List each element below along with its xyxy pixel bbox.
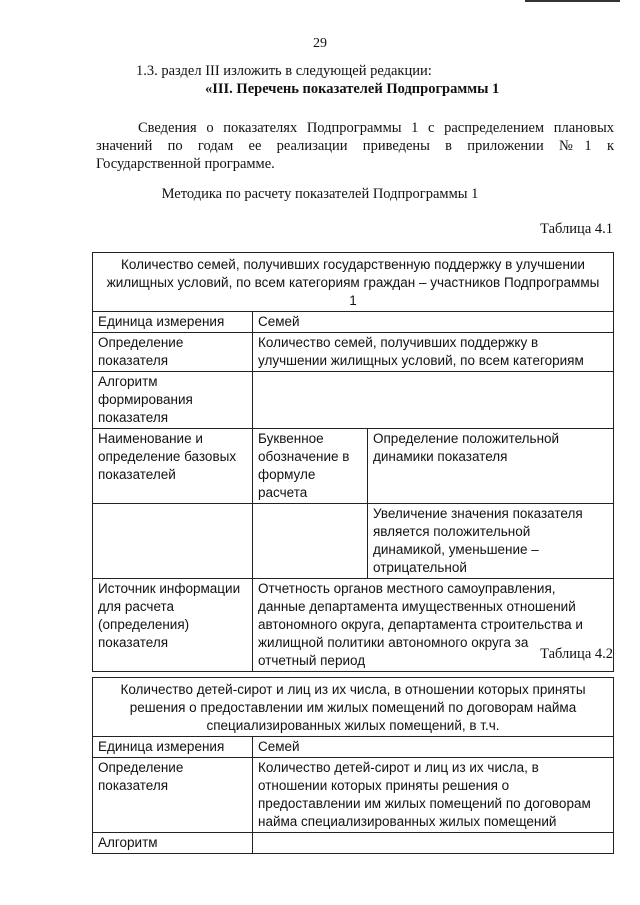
info-paragraph xyxy=(96,119,614,173)
indicator-table-4-2 xyxy=(92,677,614,854)
letter-designation-value xyxy=(253,504,368,579)
table-row xyxy=(93,758,614,833)
indicator-table-4-1 xyxy=(92,252,614,672)
table-row xyxy=(93,429,614,504)
table-row xyxy=(93,504,614,579)
page-number: 29 xyxy=(313,36,327,51)
table-caption-4-1: Таблица 4.1 xyxy=(540,221,613,237)
source-value: Отчетность органов местного самоуправления, данные департамента имущественных отношений автономного округа, департамента строительства и жилищной политики автономного округа за отчетный период xyxy=(253,579,614,672)
definition-label: Определение показателя xyxy=(93,758,253,833)
base-indicators-label: Наименование и определение базовых показателей xyxy=(93,429,253,504)
algorithm-value xyxy=(253,372,614,429)
table-header: Количество детей-сирот и лиц из их числа, в отношении которых приняты решения о предоставлении им жилых помещений по договорам найма специализированных жилых помещений, в т.ч. xyxy=(93,678,614,737)
unit-value: Семей xyxy=(253,737,614,758)
table-caption-4-2: Таблица 4.2 xyxy=(540,646,613,662)
table-row xyxy=(93,372,614,429)
paragraph-line: Государственной программе. xyxy=(96,156,275,172)
definition-value: Количество семей, получивших поддержку в улучшении жилищных условий, по всем категориям xyxy=(253,333,614,372)
scan-edge-mark xyxy=(525,0,620,2)
paragraph-line: значений по годам ее реализации приведены в приложении №1 к xyxy=(96,138,614,154)
definition-label: Определение показателя xyxy=(93,333,253,372)
unit-label: Единица измерения xyxy=(93,312,253,333)
positive-dynamics-value: Увеличение значения показателя является положительной динамикой, уменьшение – отрицательной xyxy=(368,504,614,579)
table-header: Количество семей, получивших государственную поддержку в улучшении жилищных условий, по всем категориям граждан – участников Подпрограммы 1 xyxy=(93,253,614,312)
table-row xyxy=(93,253,614,312)
table-row xyxy=(93,833,614,854)
table-row xyxy=(93,312,614,333)
algorithm-label: Алгоритм формирования показателя xyxy=(93,372,253,429)
intro-line: 1.3. раздел III изложить в следующей редакции: xyxy=(136,63,432,79)
table-row xyxy=(93,678,614,737)
section-heading: «III. Перечень показателей Подпрограммы 1 xyxy=(205,81,500,97)
paragraph-line: Сведения о показателях Подпрограммы 1 с распределением плановых xyxy=(138,120,614,136)
table-row xyxy=(93,579,614,672)
base-indicators-value xyxy=(93,504,253,579)
unit-label: Единица измерения xyxy=(93,737,253,758)
methodology-title: Методика по расчету показателей Подпрограммы 1 xyxy=(161,186,479,202)
table-row xyxy=(93,737,614,758)
table-row xyxy=(93,333,614,372)
source-label: Источник информации для расчета (определения) показателя xyxy=(93,579,253,672)
letter-designation-label: Буквенное обозначение в формуле расчета xyxy=(253,429,368,504)
algorithm-label: Алгоритм xyxy=(93,833,253,854)
unit-value: Семей xyxy=(253,312,614,333)
algorithm-value xyxy=(253,833,614,854)
positive-dynamics-label: Определение положительной динамики показателя xyxy=(368,429,614,504)
definition-value: Количество детей-сирот и лиц из их числа, в отношении которых приняты решения о предоставлении им жилых помещений по договорам найма специализированных жилых помещений xyxy=(253,758,614,833)
